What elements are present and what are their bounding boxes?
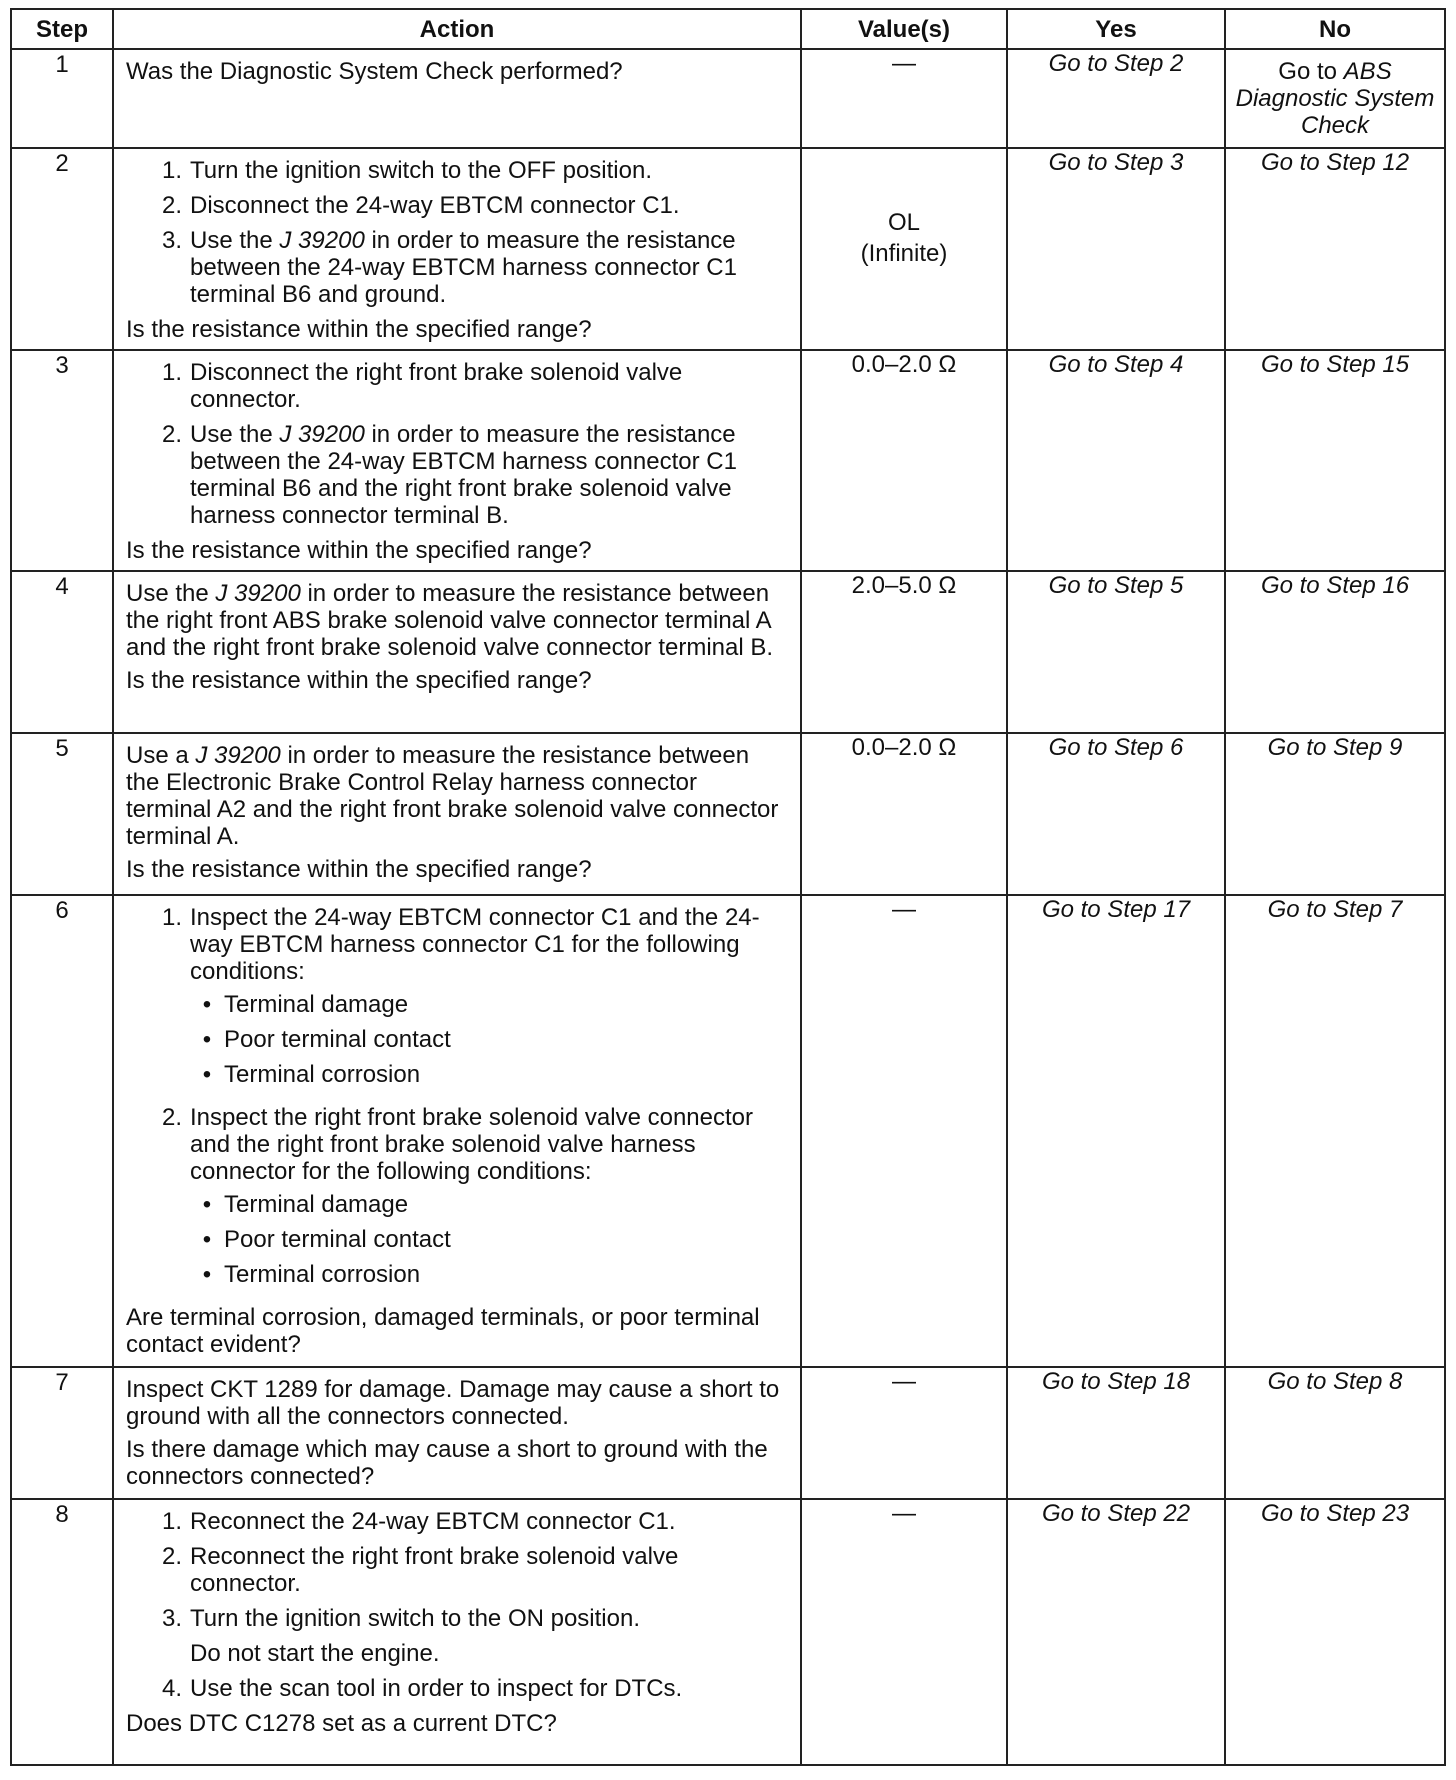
bullet-item: • Terminal corrosion (202, 1261, 421, 1288)
action-question: Was the Diagnostic System Check performed? (126, 58, 623, 85)
list-item: 2. Inspect the right front brake solenoid valve connector and the right front brake solenoid valve harness connector for the following conditions: • Terminal damage • Poor terminal contact • Terminal corrosion (126, 1104, 788, 1296)
table-row (11, 895, 1445, 1367)
bullet-item: • Poor terminal contact (202, 1226, 451, 1253)
no-cell: Go to Step 15 (1225, 350, 1445, 571)
bullet-item: • Poor terminal contact (202, 1026, 451, 1053)
value-cell: — (801, 1499, 1007, 1765)
no-cell: Go to Step 9 (1225, 733, 1445, 895)
action-steps (126, 1508, 788, 1702)
step-number: 7 (11, 1367, 113, 1499)
action-question: Is the resistance within the specified range? (126, 537, 592, 564)
action-question: Is the resistance within the specified range? (126, 667, 592, 694)
action-text: Use the J 39200 in order to measure the resistance between the right front ABS brake solenoid valve connector terminal A and the right front brake solenoid valve connector terminal B. (126, 580, 774, 661)
tool-reference: J 39200 (215, 580, 301, 607)
step-note: Do not start the engine. (190, 1640, 440, 1667)
no-cell: Go to Step 23 (1225, 1499, 1445, 1765)
step-number: 5 (11, 733, 113, 895)
no-cell: Go to Step 12 (1225, 148, 1445, 350)
header-no: No (1225, 9, 1445, 49)
condition-list (190, 1191, 788, 1288)
yes-cell: Go to Step 5 (1007, 571, 1225, 733)
value-cell: 2.0–5.0 Ω (801, 571, 1007, 733)
action-cell (113, 571, 801, 733)
yes-cell: Go to Step 22 (1007, 1499, 1225, 1765)
header-action: Action (113, 9, 801, 49)
step-number: 1 (11, 49, 113, 148)
no-reference: ABS Diagnostic System Check (1235, 58, 1435, 139)
tool-reference: J 39200 (279, 227, 365, 254)
action-question: Is there damage which may cause a short to ground with the connectors connected? (126, 1436, 768, 1490)
yes-cell: Go to Step 3 (1007, 148, 1225, 350)
list-item: 3. Use the J 39200 in order to measure the resistance between the 24-way EBTCM harness connector C1 terminal B6 and ground. (161, 227, 737, 308)
list-item: 1. Turn the ignition switch to the OFF position. (161, 157, 652, 184)
list-item: 2. Reconnect the right front brake solenoid valve connector. (161, 1543, 679, 1597)
value-cell: OL (Infinite) (801, 148, 1007, 350)
header-yes: Yes (1007, 9, 1225, 49)
action-text: Use a J 39200 in order to measure the resistance between the Electronic Brake Control Relay harness connector terminal A2 and the right front brake solenoid valve connector terminal A. (126, 742, 779, 850)
list-item: 2. Use the J 39200 in order to measure the resistance between the 24-way EBTCM harness connector C1 terminal B6 and the right front brake solenoid valve harness connector terminal B. (161, 421, 737, 529)
action-cell (113, 733, 801, 895)
table-row (11, 733, 1445, 895)
header-row (11, 9, 1445, 49)
table-row (11, 350, 1445, 571)
yes-cell: Go to Step 17 (1007, 895, 1225, 1367)
action-cell (113, 49, 801, 148)
action-question: Is the resistance within the specified range? (126, 316, 592, 343)
tool-reference: J 39200 (279, 421, 365, 448)
list-item: 1. Disconnect the right front brake solenoid valve connector. (161, 359, 683, 413)
no-cell: Go to Step 7 (1225, 895, 1445, 1367)
no-cell (1225, 49, 1445, 148)
action-question: Does DTC C1278 set as a current DTC? (126, 1710, 557, 1737)
table-row (11, 571, 1445, 733)
yes-cell: Go to Step 2 (1007, 49, 1225, 148)
condition-list (190, 991, 788, 1088)
table-row (11, 1499, 1445, 1765)
step-number: 6 (11, 895, 113, 1367)
value-cell: 0.0–2.0 Ω (801, 733, 1007, 895)
step-number: 2 (11, 148, 113, 350)
diagnostic-table (10, 8, 1446, 1766)
step-number: 3 (11, 350, 113, 571)
action-question: Are terminal corrosion, damaged terminals, or poor terminal contact evident? (126, 1304, 760, 1358)
yes-cell: Go to Step 6 (1007, 733, 1225, 895)
bullet-item: • Terminal corrosion (202, 1061, 421, 1088)
action-cell (113, 1367, 801, 1499)
table-row (11, 148, 1445, 350)
bullet-item: • Terminal damage (202, 991, 409, 1018)
yes-cell: Go to Step 4 (1007, 350, 1225, 571)
list-item: 2. Disconnect the 24-way EBTCM connector C1. (161, 192, 680, 219)
tool-reference: J 39200 (195, 742, 281, 769)
no-prefix: Go to (1278, 58, 1337, 85)
table-row (11, 1367, 1445, 1499)
no-cell: Go to Step 8 (1225, 1367, 1445, 1499)
value-cell: — (801, 895, 1007, 1367)
bullet-item: • Terminal damage (202, 1191, 409, 1218)
action-cell (113, 350, 801, 571)
action-steps (126, 904, 788, 1296)
list-item: 3. Turn the ignition switch to the ON position. Do not start the engine. (126, 1605, 788, 1667)
action-cell (113, 1499, 801, 1765)
step-number: 4 (11, 571, 113, 733)
list-item: 4. Use the scan tool in order to inspect for DTCs. (161, 1675, 683, 1702)
action-cell (113, 895, 801, 1367)
list-item: 1. Inspect the 24-way EBTCM connector C1 and the 24-way EBTCM harness connector C1 for the following conditions: • Terminal damage • Poor terminal contact • Terminal corrosion (126, 904, 788, 1096)
value-cell: 0.0–2.0 Ω (801, 350, 1007, 571)
header-values: Value(s) (801, 9, 1007, 49)
step-number: 8 (11, 1499, 113, 1765)
value-cell: — (801, 49, 1007, 148)
action-question: Is the resistance within the specified range? (126, 856, 592, 883)
list-item: 1. Reconnect the 24-way EBTCM connector C1. (161, 1508, 676, 1535)
action-text: Inspect CKT 1289 for damage. Damage may cause a short to ground with all the connectors connected. (126, 1376, 780, 1430)
table-row (11, 49, 1445, 148)
header-step: Step (11, 9, 113, 49)
action-steps (126, 359, 788, 529)
action-cell (113, 148, 801, 350)
yes-cell: Go to Step 18 (1007, 1367, 1225, 1499)
value-cell: — (801, 1367, 1007, 1499)
action-steps (126, 157, 788, 308)
no-cell: Go to Step 16 (1225, 571, 1445, 733)
